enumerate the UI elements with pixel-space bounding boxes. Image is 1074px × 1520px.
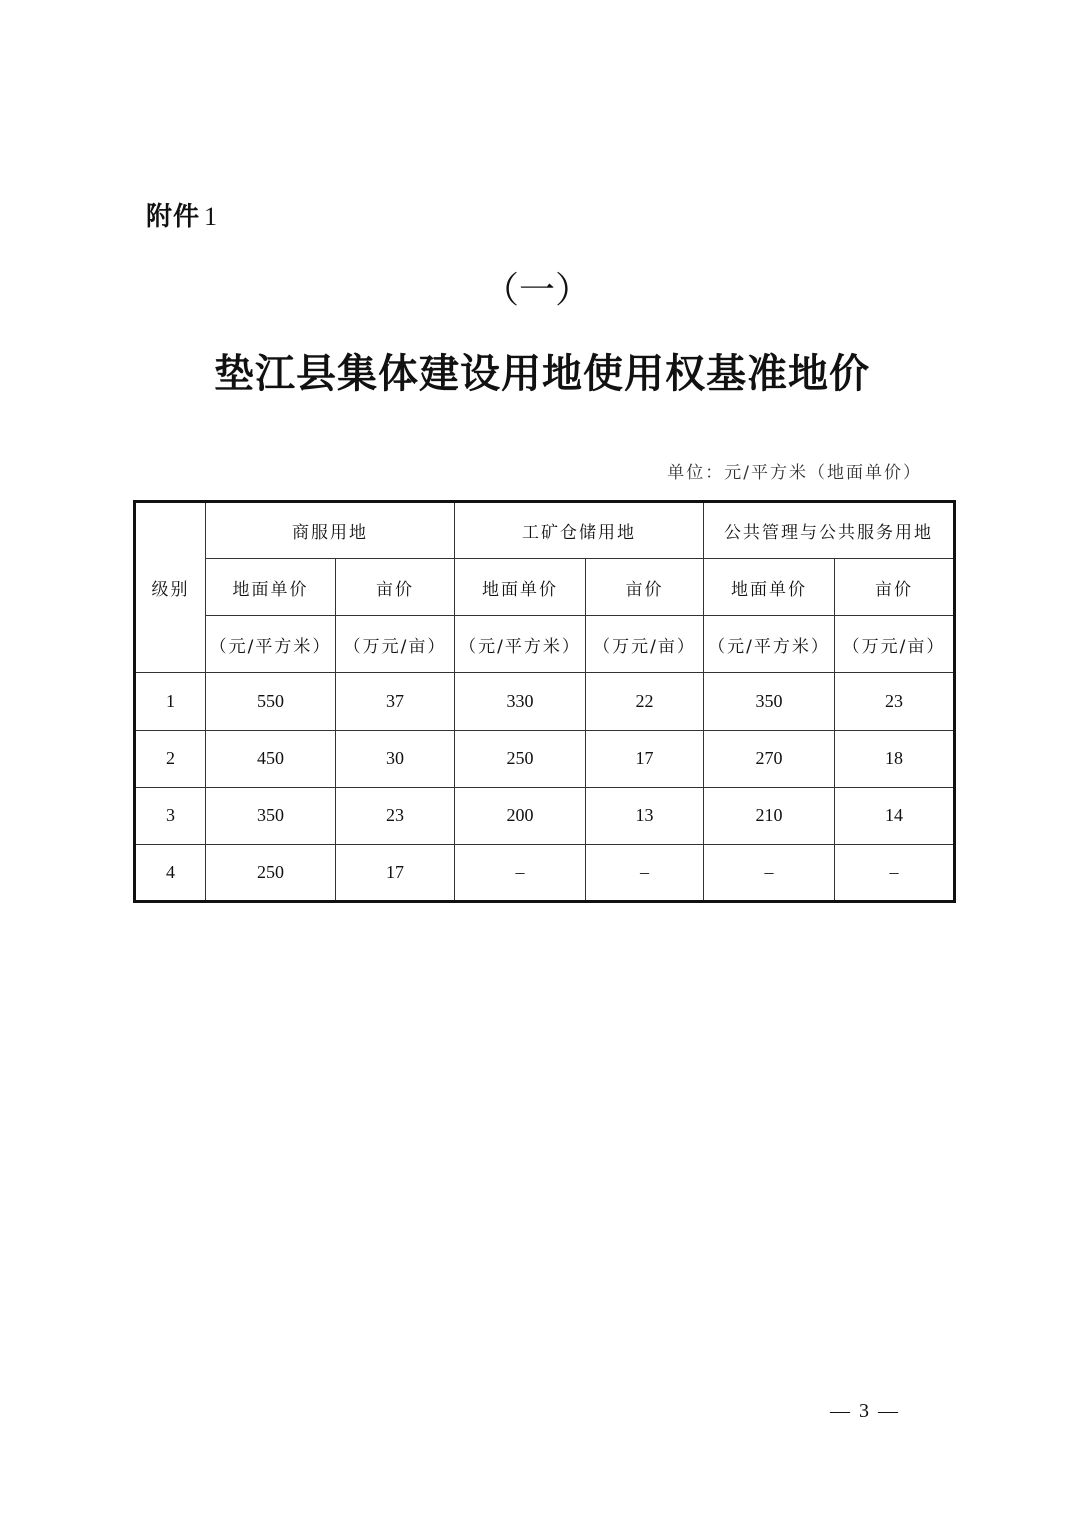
table-header-row-sub <box>135 559 955 616</box>
value-cell: 450 <box>206 730 336 787</box>
value-cell: – <box>835 844 955 901</box>
table-header-row-units <box>135 616 955 673</box>
group-header-commercial: 商服用地 <box>206 502 455 559</box>
attachment-label-text: 附件 <box>146 202 201 232</box>
value-cell: 23 <box>336 787 455 844</box>
level-cell: 1 <box>135 673 206 730</box>
value-cell: 350 <box>206 787 336 844</box>
level-cell: 4 <box>135 844 206 901</box>
value-cell: 30 <box>336 730 455 787</box>
sub-header-mu-price-unit: （万元/亩） <box>586 616 704 673</box>
value-cell: 200 <box>455 787 586 844</box>
sub-header-mu-price-unit: （万元/亩） <box>835 616 955 673</box>
sub-header-unit-price: 地面单价 <box>206 559 336 616</box>
sub-header-mu-price-unit: （万元/亩） <box>336 616 455 673</box>
value-cell: 18 <box>835 730 955 787</box>
group-header-public: 公共管理与公共服务用地 <box>704 502 955 559</box>
value-cell: – <box>586 844 704 901</box>
level-cell: 3 <box>135 787 206 844</box>
attachment-label <box>146 196 218 233</box>
value-cell: 330 <box>455 673 586 730</box>
value-cell: 22 <box>586 673 704 730</box>
group-header-industrial: 工矿仓储用地 <box>455 502 704 559</box>
section-number: （一） <box>482 270 591 311</box>
land-price-table <box>133 500 956 903</box>
page-number: — 3 — <box>830 1400 900 1422</box>
value-cell: 250 <box>206 844 336 901</box>
value-cell: 270 <box>704 730 835 787</box>
sub-header-unit-price-unit: （元/平方米） <box>455 616 586 673</box>
unit-note: 单位：元/平方米（地面单价） <box>667 463 922 483</box>
sub-header-unit-price: 地面单价 <box>704 559 835 616</box>
value-cell: 14 <box>835 787 955 844</box>
value-cell: 210 <box>704 787 835 844</box>
table-row <box>135 787 955 844</box>
value-cell: 350 <box>704 673 835 730</box>
sub-header-unit-price: 地面单价 <box>455 559 586 616</box>
sub-header-mu-price: 亩价 <box>835 559 955 616</box>
table-row <box>135 673 955 730</box>
level-cell: 2 <box>135 730 206 787</box>
table-row <box>135 844 955 901</box>
value-cell: 17 <box>336 844 455 901</box>
level-header: 级别 <box>135 502 206 673</box>
document-title: 垫江县集体建设用地使用权基准地价 <box>214 351 870 397</box>
value-cell: 550 <box>206 673 336 730</box>
value-cell: 17 <box>586 730 704 787</box>
table-header-row-groups <box>135 502 955 559</box>
sub-header-unit-price-unit: （元/平方米） <box>704 616 835 673</box>
value-cell: 13 <box>586 787 704 844</box>
sub-header-mu-price: 亩价 <box>336 559 455 616</box>
value-cell: 23 <box>835 673 955 730</box>
sub-header-mu-price: 亩价 <box>586 559 704 616</box>
value-cell: – <box>704 844 835 901</box>
attachment-number: 1 <box>204 202 219 231</box>
value-cell: 250 <box>455 730 586 787</box>
table-row <box>135 730 955 787</box>
value-cell: 37 <box>336 673 455 730</box>
sub-header-unit-price-unit: （元/平方米） <box>206 616 336 673</box>
value-cell: – <box>455 844 586 901</box>
